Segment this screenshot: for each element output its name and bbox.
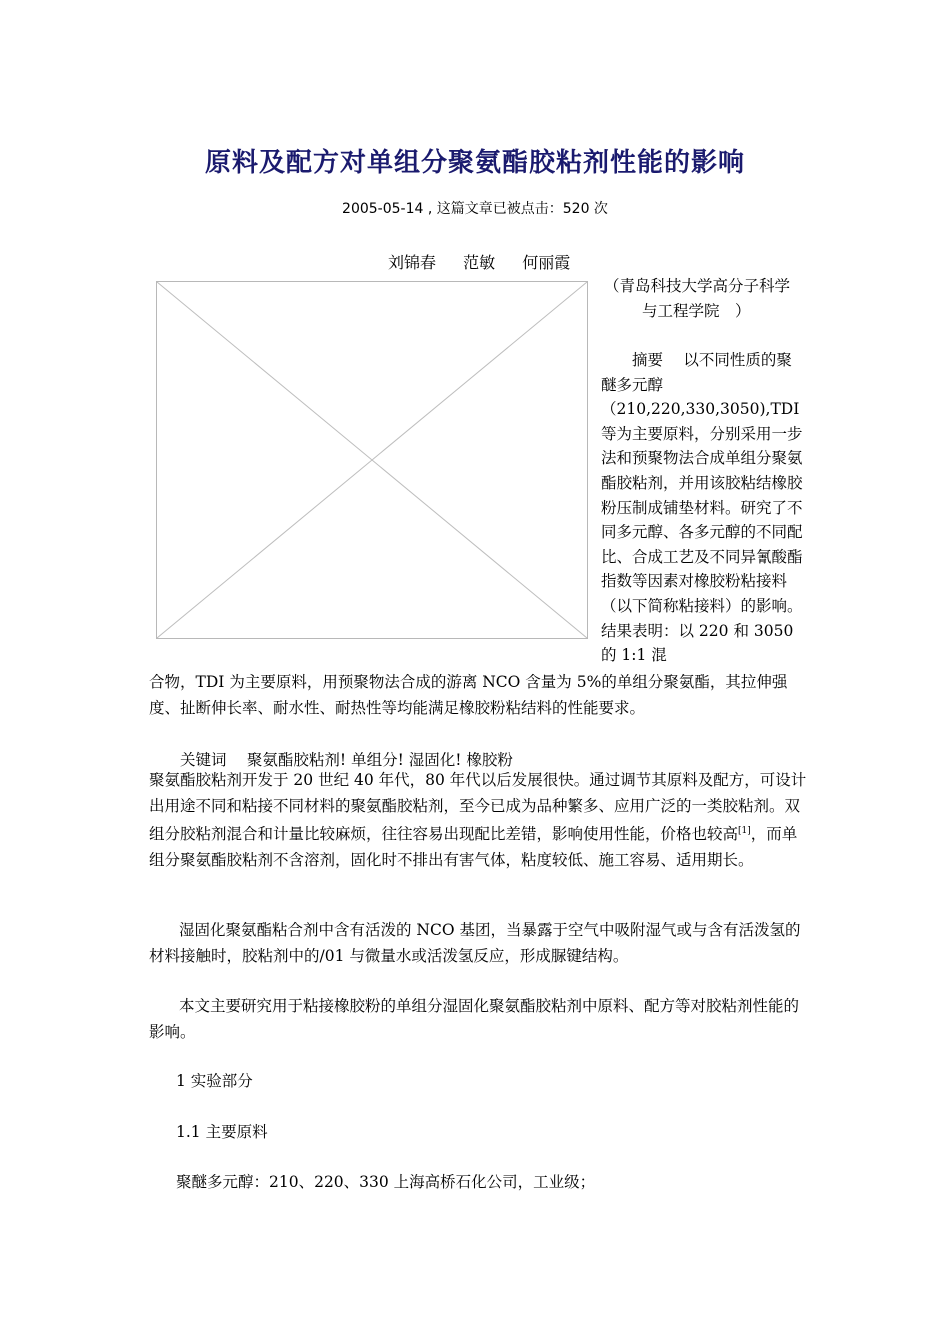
- subsection-heading: 1.1 主要原料: [176, 1123, 268, 1141]
- author-name: 范敏: [463, 253, 496, 272]
- section-heading: 1 实验部分: [176, 1072, 253, 1090]
- author-name: 何丽霞: [522, 253, 571, 272]
- article-meta: 2005-05-14 , 这篇文章已被点击：520 次: [342, 201, 608, 217]
- article-title: 原料及配方对单组分聚氨酯胶粘剂性能的影响: [204, 148, 745, 178]
- placeholder-cross-icon: [157, 282, 587, 638]
- affiliation: [604, 274, 808, 324]
- paragraph: 聚醚多元醇：210、220、330 上海高桥石化公司，工业级；: [176, 1173, 596, 1191]
- author-name: 刘锦春: [388, 253, 437, 272]
- affiliation-line: （青岛科技大学高分子科学: [604, 277, 791, 295]
- abstract-continued: 合物，TDI 为主要原料，用预聚物法合成的游离 NCO 含量为 5%的单组分聚氨酯，其拉伸强度、扯断伸长率、耐水性、耐热性等均能满足橡胶粉粘结料的性能要求。: [149, 673, 788, 717]
- paragraph: 湿固化聚氨酯粘合剂中含有活泼的 NCO 基团，当暴露于空气中吸附湿气或与含有活泼氢的材料接触时，胶粘剂中的/01 与微量水或活泼氢反应，形成脲键结构。: [149, 921, 801, 965]
- reference-marker[interactable]: [1]: [738, 826, 751, 836]
- paragraph: 本文主要研究用于粘接橡胶粉的单组分湿固化聚氨酯胶粘剂中原料、配方等对胶粘剂性能的影响。: [149, 997, 800, 1041]
- affiliation-line: 与工程学院 ）: [642, 302, 751, 320]
- keywords: 关键词 聚氨酯胶粘剂! 单组分! 湿固化! 橡胶粉: [180, 751, 513, 769]
- author-list: [388, 250, 592, 273]
- image-placeholder: [156, 281, 588, 639]
- intro-text: 聚氨酯胶粘剂开发于 20 世纪 40 年代，80 年代以后发展很快。通过调节其原料及配方，可设计出用途不同和粘接不同材料的聚氨酯胶粘剂，至今已成为品种繁多、应用广泛的一类胶粘剂。双组分胶粘剂混合和计量比较麻烦，往往容易出现配比差错，影响使用性能，价格也较高: [149, 771, 807, 844]
- intro-paragraph: [149, 768, 809, 873]
- abstract-text: 摘要 以不同性质的聚醚多元醇（210,220,330,3050),TDI等为主要原料，分别采用一步法和预聚物法合成单组分聚氨酯胶粘剂，并用该胶粘结橡胶粉压制成铺垫材料。研究了不同多元醇、各多元醇的不同配比、合成工艺及不同异氰酸酯指数等因素对橡胶粉粘接料（以下简称粘接料）的影响。结果表明：以 220 和 3050 的 1:1 混: [601, 351, 803, 665]
- intro-text-continued: ，而单组分聚氨酯胶粘剂不含溶剂，固化时不排出有害气体，粘度较低、施工容易、适用期长。: [149, 825, 798, 869]
